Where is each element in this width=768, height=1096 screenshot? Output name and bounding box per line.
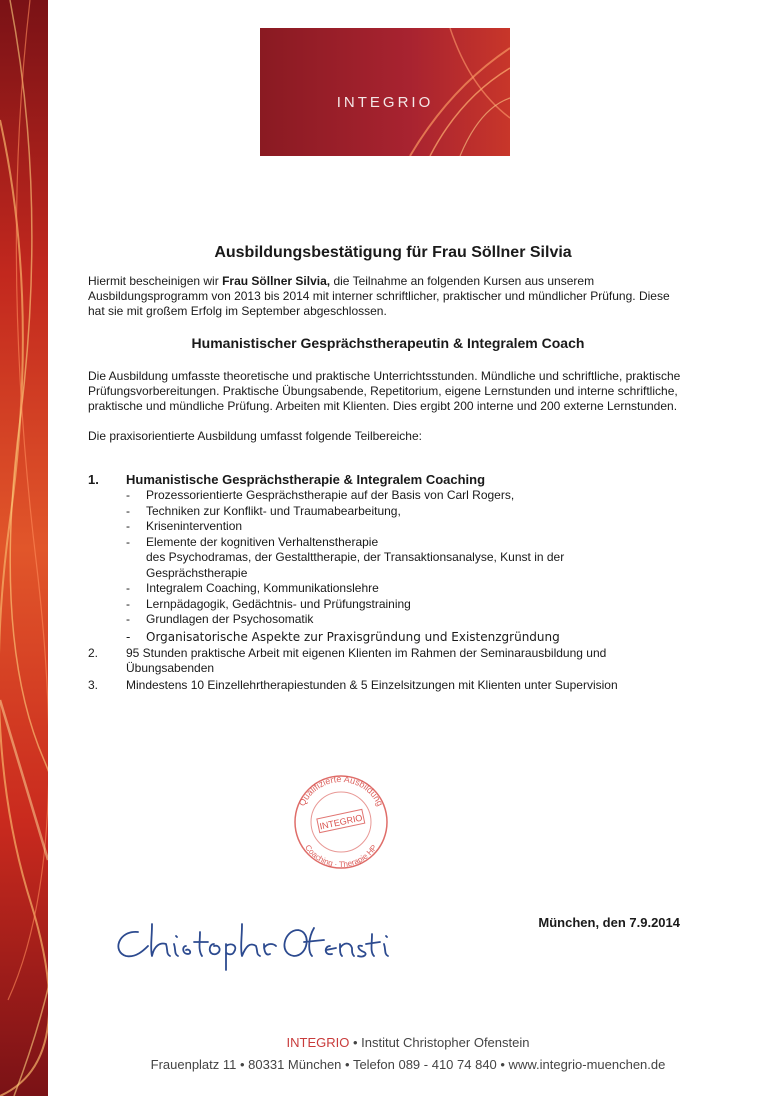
- footer-institute-name: • Institut Christopher Ofenstein: [349, 1035, 530, 1050]
- footer-institute: [48, 1035, 768, 1050]
- list-number: 1.: [88, 472, 99, 487]
- list-item-title: Humanistische Gesprächstherapie & Integralem Coaching: [126, 472, 486, 487]
- praxis-intro: Die praxisorientierte Ausbildung umfasst folgende Teilbereiche:: [88, 429, 422, 443]
- logo-text: INTEGRIO: [336, 94, 434, 111]
- stamp-center: INTEGRIO: [318, 812, 364, 832]
- intro-paragraph: [88, 274, 688, 319]
- list-item-1: [88, 472, 688, 488]
- sub-item: - Krisenintervention: [126, 519, 243, 533]
- description-paragraph: Die Ausbildung umfasste theoretische und praktische Unterrichtsstunden. Mündliche und schriftliche, praktische Prüfungsvorbereitungen. Praktische Übungsabende, Repetitorium, eigene Lernstunden und interne schriftliche, praktische und mündliche Prüfung. Arbeiten mit Klienten. Dies ergibt 200 interne und 200 externe Lernstunden.: [88, 369, 681, 413]
- sub-item: - Elemente der kognitiven Verhaltenstherapie: [126, 534, 379, 549]
- footer-contact: Frauenplatz 11 • 80331 München • Telefon 089 - 410 74 840 • www.integrio-muenchen.de: [150, 1057, 666, 1072]
- qualification-stamp: [286, 772, 396, 872]
- sub-item-continuation: des Psychodramas, der Gestalttherapie, der Transaktionsanalyse, Kunst in der Gesprächstherapie: [146, 550, 565, 580]
- document-title: Ausbildungsbestätigung für Frau Söllner Silvia: [214, 244, 572, 261]
- integrio-logo: [260, 28, 510, 156]
- list-item-text: Mindestens 10 Einzellehrtherapiestunden & 5 Einzelsitzungen mit Klienten unter Supervision: [126, 677, 618, 692]
- footer-brand: INTEGRIO: [286, 1035, 350, 1050]
- list-item-3: [88, 678, 688, 693]
- list-number: 3.: [88, 677, 99, 692]
- list-item-text: 95 Stunden praktische Arbeit mit eigenen Klienten im Rahmen der Seminarausbildung und Übungsabenden: [126, 645, 607, 675]
- svg-text:Coaching · Therapie HP: [303, 843, 379, 869]
- stamp-top-text: Qualifizierte Ausbildung: [296, 773, 386, 808]
- svg-text:Qualifizierte Ausbildung: [297, 774, 385, 808]
- sub-item: - Organisatorische Aspekte zur Praxisgründung und Existenzgründung: [126, 629, 560, 644]
- recipient-name: Frau Söllner Silvia,: [222, 274, 331, 288]
- stamp-bottom-text: Coaching · Therapie HP: [303, 843, 379, 870]
- qualification-title: Humanistischer Gesprächstherapeutin & Integralem Coach: [191, 335, 585, 351]
- sub-item: - Grundlagen der Psychosomatik: [126, 612, 314, 626]
- sub-item: - Prozessorientierte Gesprächstherapie auf der Basis von Carl Rogers,: [126, 488, 515, 502]
- sub-item: - Lernpädagogik, Gedächtnis- und Prüfungstraining: [126, 596, 411, 611]
- sub-list: [126, 488, 688, 646]
- list-item-2: [88, 646, 688, 676]
- intro-suffix: die Teilnahme an folgenden Kursen aus unserem Ausbildungsprogramm von 2013 bis 2014 mit interner schriftlicher, praktischer und mündlicher Prüfung. Diese hat sie mit großem Erfolg im September abgeschlossen.: [88, 274, 670, 318]
- list-number: 2.: [88, 645, 99, 660]
- sub-item: - Techniken zur Konflikt- und Traumabearbeitung,: [126, 503, 401, 518]
- sub-item: - Integralem Coaching, Kommunikationslehre: [126, 581, 379, 595]
- certificate-body: [88, 244, 688, 693]
- date-place: München, den 7.9.2014: [538, 915, 680, 930]
- decorative-left-band: [0, 0, 48, 1096]
- intro-prefix: Hiermit bescheinigen wir: [88, 274, 223, 288]
- signature: [108, 912, 398, 974]
